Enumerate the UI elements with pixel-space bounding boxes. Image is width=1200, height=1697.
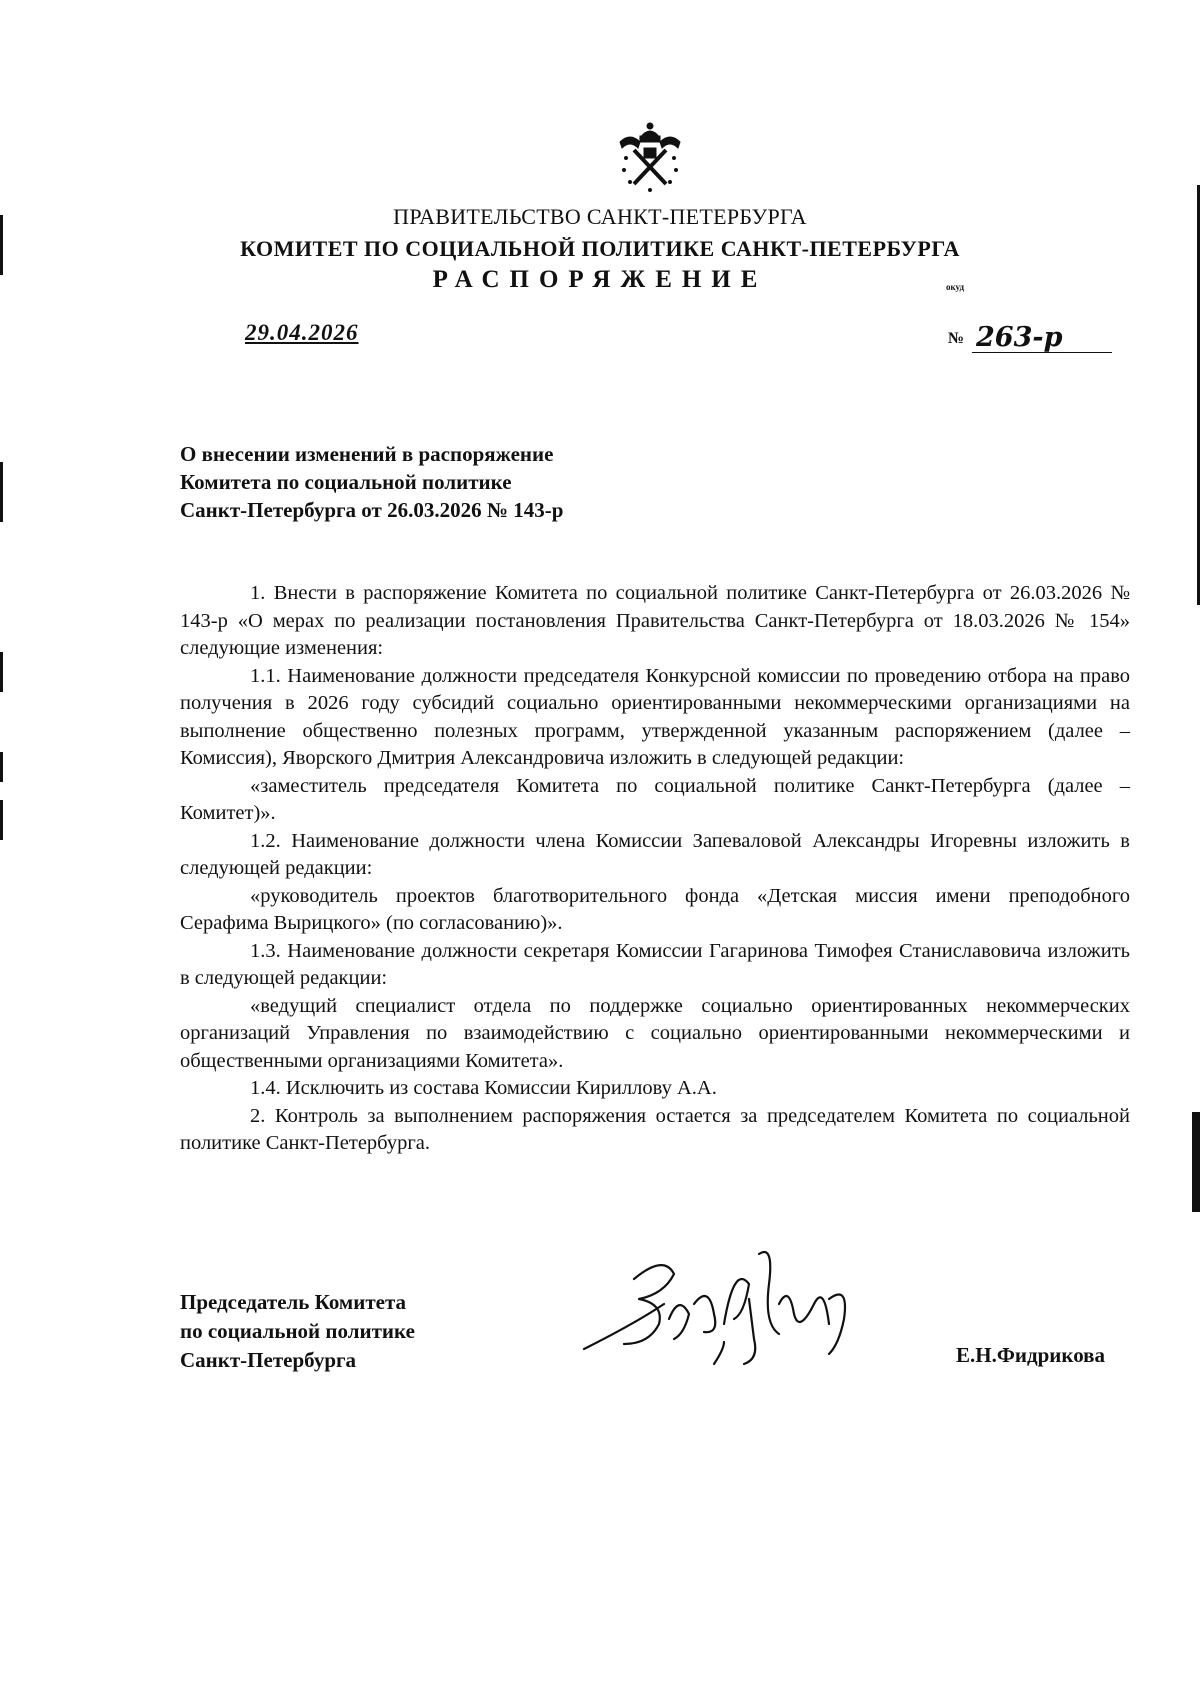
paragraph-1-2: 1.2. Наименование должности члена Комиссии Запеваловой Александры Игоревны изложить в следующей редакции: [180,829,1130,879]
coat-of-arms-emblem [610,118,690,198]
paragraph-2: 2. Контроль за выполнением распоряжения остается за председателем Комитета по социальной политике Санкт-Петербурга. [180,1104,1130,1154]
document-number [948,322,1112,356]
document-date: 29.04.2026 [245,320,359,345]
scan-edge-left [0,462,3,522]
scan-edge-left [0,800,3,840]
signatory-title-line: Санкт-Петербурга [180,1348,357,1372]
document-type-heading: РАСПОРЯЖЕНИЕ [432,266,768,293]
paragraph-1-3: 1.3. Наименование должности секретаря Комиссии Гагаринова Тимофея Станиславовича изложить в следующей редакции: [180,939,1130,989]
paragraph-1-2-text: «руководитель проектов благотворительного фонда «Детская миссия имени преподобного Серафима Вырицкого» (по согласованию)». [180,884,1130,934]
signatory-title-line: Председатель Комитета [180,1290,407,1314]
signatory-name: Е.Н.Фидрикова [956,1343,1106,1367]
scan-edge-right [1192,1112,1200,1212]
number-sign: № [948,330,965,347]
signatory-title [180,1288,415,1375]
number-underline [972,352,1112,353]
subject-line: Комитета по социальной политике [180,470,512,494]
document-body [180,580,1130,1158]
stamp-mark: окуд [946,282,965,292]
signatory-title-line: по социальной политике [180,1319,415,1343]
paragraph-1-1-text: «заместитель председателя Комитета по социальной политике Санкт-Петербурга (далее – Комитет)». [180,774,1130,824]
government-heading: ПРАВИТЕЛЬСТВО САНКТ-ПЕТЕРБУРГА [393,204,807,229]
committee-heading: КОМИТЕТ ПО СОЦИАЛЬНОЙ ПОЛИТИКЕ САНКТ-ПЕТЕРБУРГА [240,236,960,261]
subject-line: О внесении изменений в распоряжение [180,442,554,466]
paragraph-1-3-text: «ведущий специалист отдела по поддержке социально ориентированных некоммерческих организаций Управления по взаимодействию с социально ориентированными некоммерческими и общественными организациями Комитета». [180,994,1130,1072]
paragraph-1-1: 1.1. Наименование должности председателя Конкурсной комиссии по проведению отбора на право получения в 2026 году субсидий социально ориентированными некоммерческими организациями на выполнение общественно полезных программ, утвержденной указанным распоряжением (далее – Комиссия), Яворского Дмитрия Александровича изложить в следующей редакции: [180,664,1130,769]
scan-edge-left [0,652,3,692]
paragraph-1: 1. Внести в распоряжение Комитета по социальной политике Санкт-Петербурга от 26.03.2026 № 143-р «О мерах по реализации постановления Правительства Санкт-Петербурга от 18.03.2026 № 154» следующие изменения: [180,582,1130,659]
subject-line: Санкт-Петербурга от 26.03.2026 № 143-р [180,498,564,522]
document-subject [180,440,563,524]
handwritten-signature [574,1244,894,1384]
number-value: 263-р [976,322,1063,353]
scan-edge-left [0,752,3,782]
paragraph-1-4: 1.4. Исключить из состава Комиссии Кириллову А.А. [250,1077,717,1099]
